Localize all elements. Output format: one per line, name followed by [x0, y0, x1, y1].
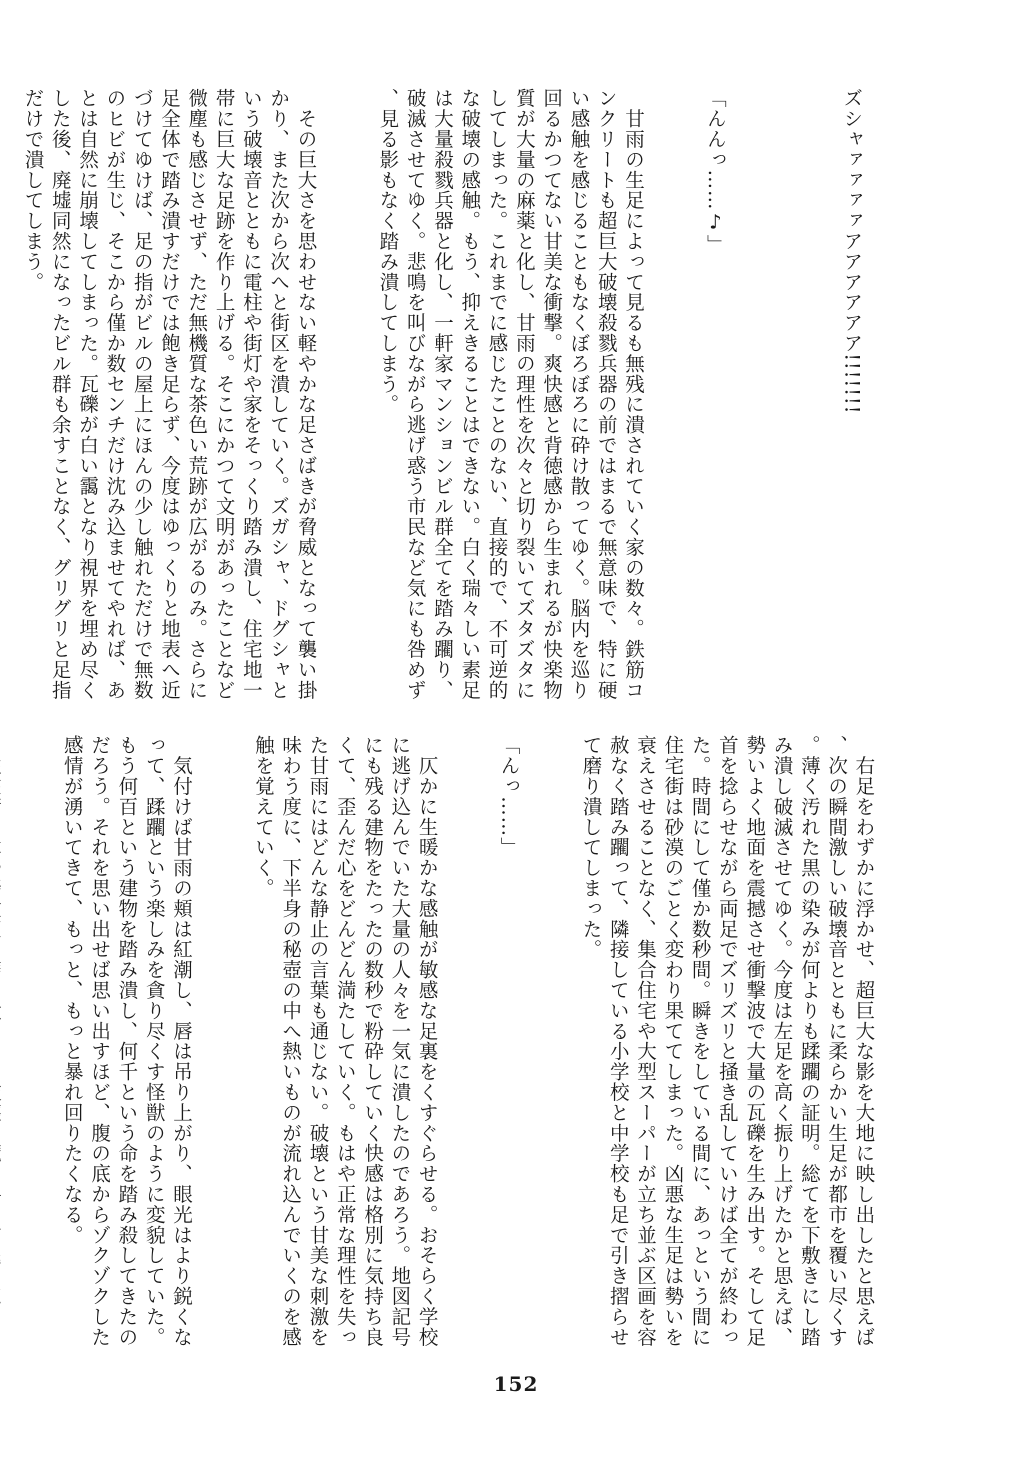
text-block-upper	[21, 88, 920, 708]
paragraph: ズシャァァァァアアアアアア!!!!!!!	[840, 88, 864, 415]
paragraph	[0, 735, 4, 1347]
paragraph: 「んんっ……♪」	[703, 88, 727, 255]
paragraph: 甘雨の生足によって見るも無残に潰されていく家の数々。鉄筋コンクリートも超巨大破壊殺戮兵器の前ではまるで無意味で、特に硬い感触を感じることもなくぼろぼろに砕け散ってゆく。脳内を巡り回るかつてない甘美な衝撃。爽快感と背徳感から生まれるが快楽物質が大量の麻薬と化し、甘雨の理性を次々と切り裂いてズタズタにしてしまった。これまでに感じたことのない、直接的で、不可逆的な破壊の感触。もう、抑えきることはできない。白く瑞々しい素足は大量殺戮兵器と化し、一軒家マンションビル群全てを踏み躙り、破滅させてゆく。悲鳴を叫びながら逃げ惑う市民など気にも咎めず、見る影もなく踏み潰してしまう。	[376, 88, 646, 700]
page-number: 152	[493, 1372, 539, 1396]
text-block-lower	[60, 735, 932, 1347]
paragraph: 気付けば甘雨の頬は紅潮し、唇は吊り上がり、眼光はより鋭くなって、蹂躙という楽しみを貪り尽くす怪獣のように変貌していた。もう何百という建物を踏み潰し、何千という命を踏み殺してきたのだろう。それを思い出せば思い出すほど、腹の底からゾクゾクした感情が湧いてきて、もっと、もっと暴れ回りたくなる。	[60, 735, 193, 1347]
paragraph: 右足をわずかに浮かせ、超巨大な影を大地に映し出したと思えば、次の瞬間激しい破壊音とともに柔らかい生足が都市を覆い尽くす。薄く汚れた黒の染みが何よりも蹂躙の証明。総てを下敷きにし踏み潰し破滅させてゆく。今度は左足を高く振り上げたかと思えば、勢いよく地面を震撼させ衝撃波で大量の瓦礫を生み出す。そして足首を捻らせながら両足でズリズリと掻き乱していけば全てが終わった。時間にして僅か数秒間。瞬きをしている間に、あっという間に住宅街は砂漠のごとく変わり果ててしまった。凶悪な生足は勢いを衰えさせることなく、集合住宅や大型スーパーが立ち並ぶ区画を容赦なく踏み躙って、隣接している小学校と中学校も足で引き摺らせて磨り潰してしまった。	[579, 735, 876, 1347]
paragraph: その巨大さを思わせない軽やかな足さばきが脅威となって襲い掛かり、また次から次へと街区を潰していく。ズガシャ、ドグシャという破壊音とともに電柱や街灯や家をそっくり踏み潰し、住宅地一帯に巨大な足跡を作り上げる。そこにかつて文明があったことなど微塵も感じさせず、ただ無機質な茶色い荒跡が広がるのみ。さらに足全体で踏み潰すだけでは飽き足らず、今度はゆっくりと地表へ近づけてゆけば、足の指がビルの屋上にほんの少し触れただけで無数のヒビが生じ、そこから僅か数センチだけ沈み込ませてやれば、あとは自然に崩壊してしまった。瓦礫が白い靄となり視界を埋め尽くした後、廃墟同然になったビル群も余すことなく、グリグリと足指だけで潰してしまう。	[21, 88, 318, 700]
paragraph: 「んっ……」	[497, 735, 521, 858]
paragraph: 仄かに生暖かな感触が敏感な足裏をくすぐらせる。おそらく学校に逃げ込んでいた大量の人々を一気に潰したのであろう。地図記号にも残る建物をたったの数秒で粉砕していく快感は格別に気持ち良くて、歪んだ心をどんどん満たしていく。もはや正常な理性を失った甘雨にはどんな静止の言葉も通じない。破壊という甘美な刺激を味わう度に、下半身の秘壺の中へ熱いものが流れ込んでいくのを感触を覚えていく。	[251, 735, 439, 1347]
